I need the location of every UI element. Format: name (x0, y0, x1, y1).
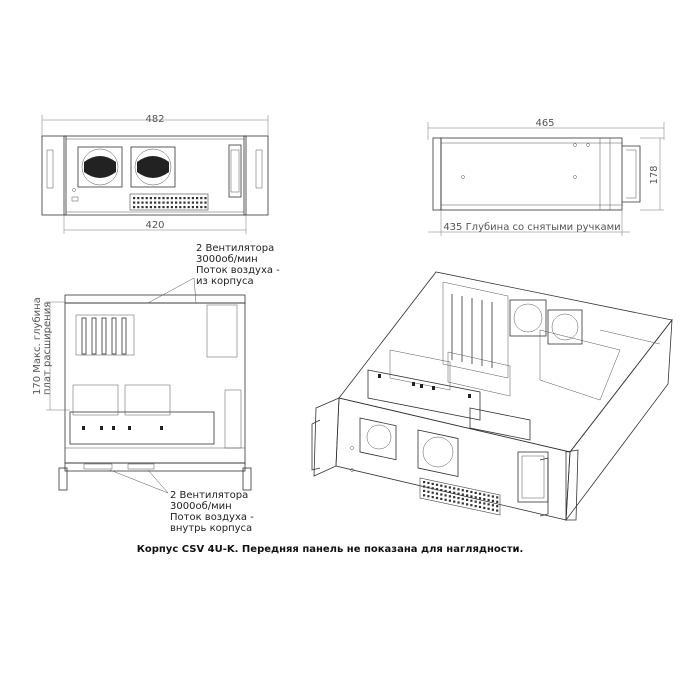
svg-text:Поток воздуха -: Поток воздуха - (196, 265, 280, 276)
dim-max-card-depth: 170 Макс. глубина (32, 297, 43, 395)
dim-max-card-depth-line2: плат расширения (42, 301, 53, 395)
note-front-fans (110, 470, 254, 534)
expansion-slots (76, 315, 134, 355)
dim-front-outer-width: 482 (145, 114, 165, 125)
svg-text:3000об/мин: 3000об/мин (196, 254, 258, 265)
front-vent-grid (130, 194, 208, 210)
svg-text:2 Вентилятора: 2 Вентилятора (196, 243, 275, 254)
svg-text:из корпуса: из корпуса (196, 276, 254, 287)
svg-text:внутрь корпуса: внутрь корпуса (170, 523, 253, 534)
side-view (428, 118, 664, 236)
front-view (42, 114, 268, 234)
dim-side-depth: 465 (535, 118, 555, 129)
figure-caption: Корпус CSV 4U-K. Передняя панель не показана для наглядности. (136, 544, 524, 555)
top-view (32, 295, 251, 490)
dim-side-height: 178 (649, 165, 660, 185)
svg-text:2 Вентилятора: 2 Вентилятора (170, 490, 249, 501)
isometric-view (312, 272, 672, 520)
svg-text:Поток воздуха -: Поток воздуха - (170, 512, 254, 523)
dim-front-inner-width: 420 (145, 220, 165, 231)
note-rear-fans (148, 243, 280, 303)
svg-text:3000об/мин: 3000об/мин (170, 501, 232, 512)
dim-side-depth-no-handles: 435 Глубина со снятыми ручками (443, 222, 621, 233)
